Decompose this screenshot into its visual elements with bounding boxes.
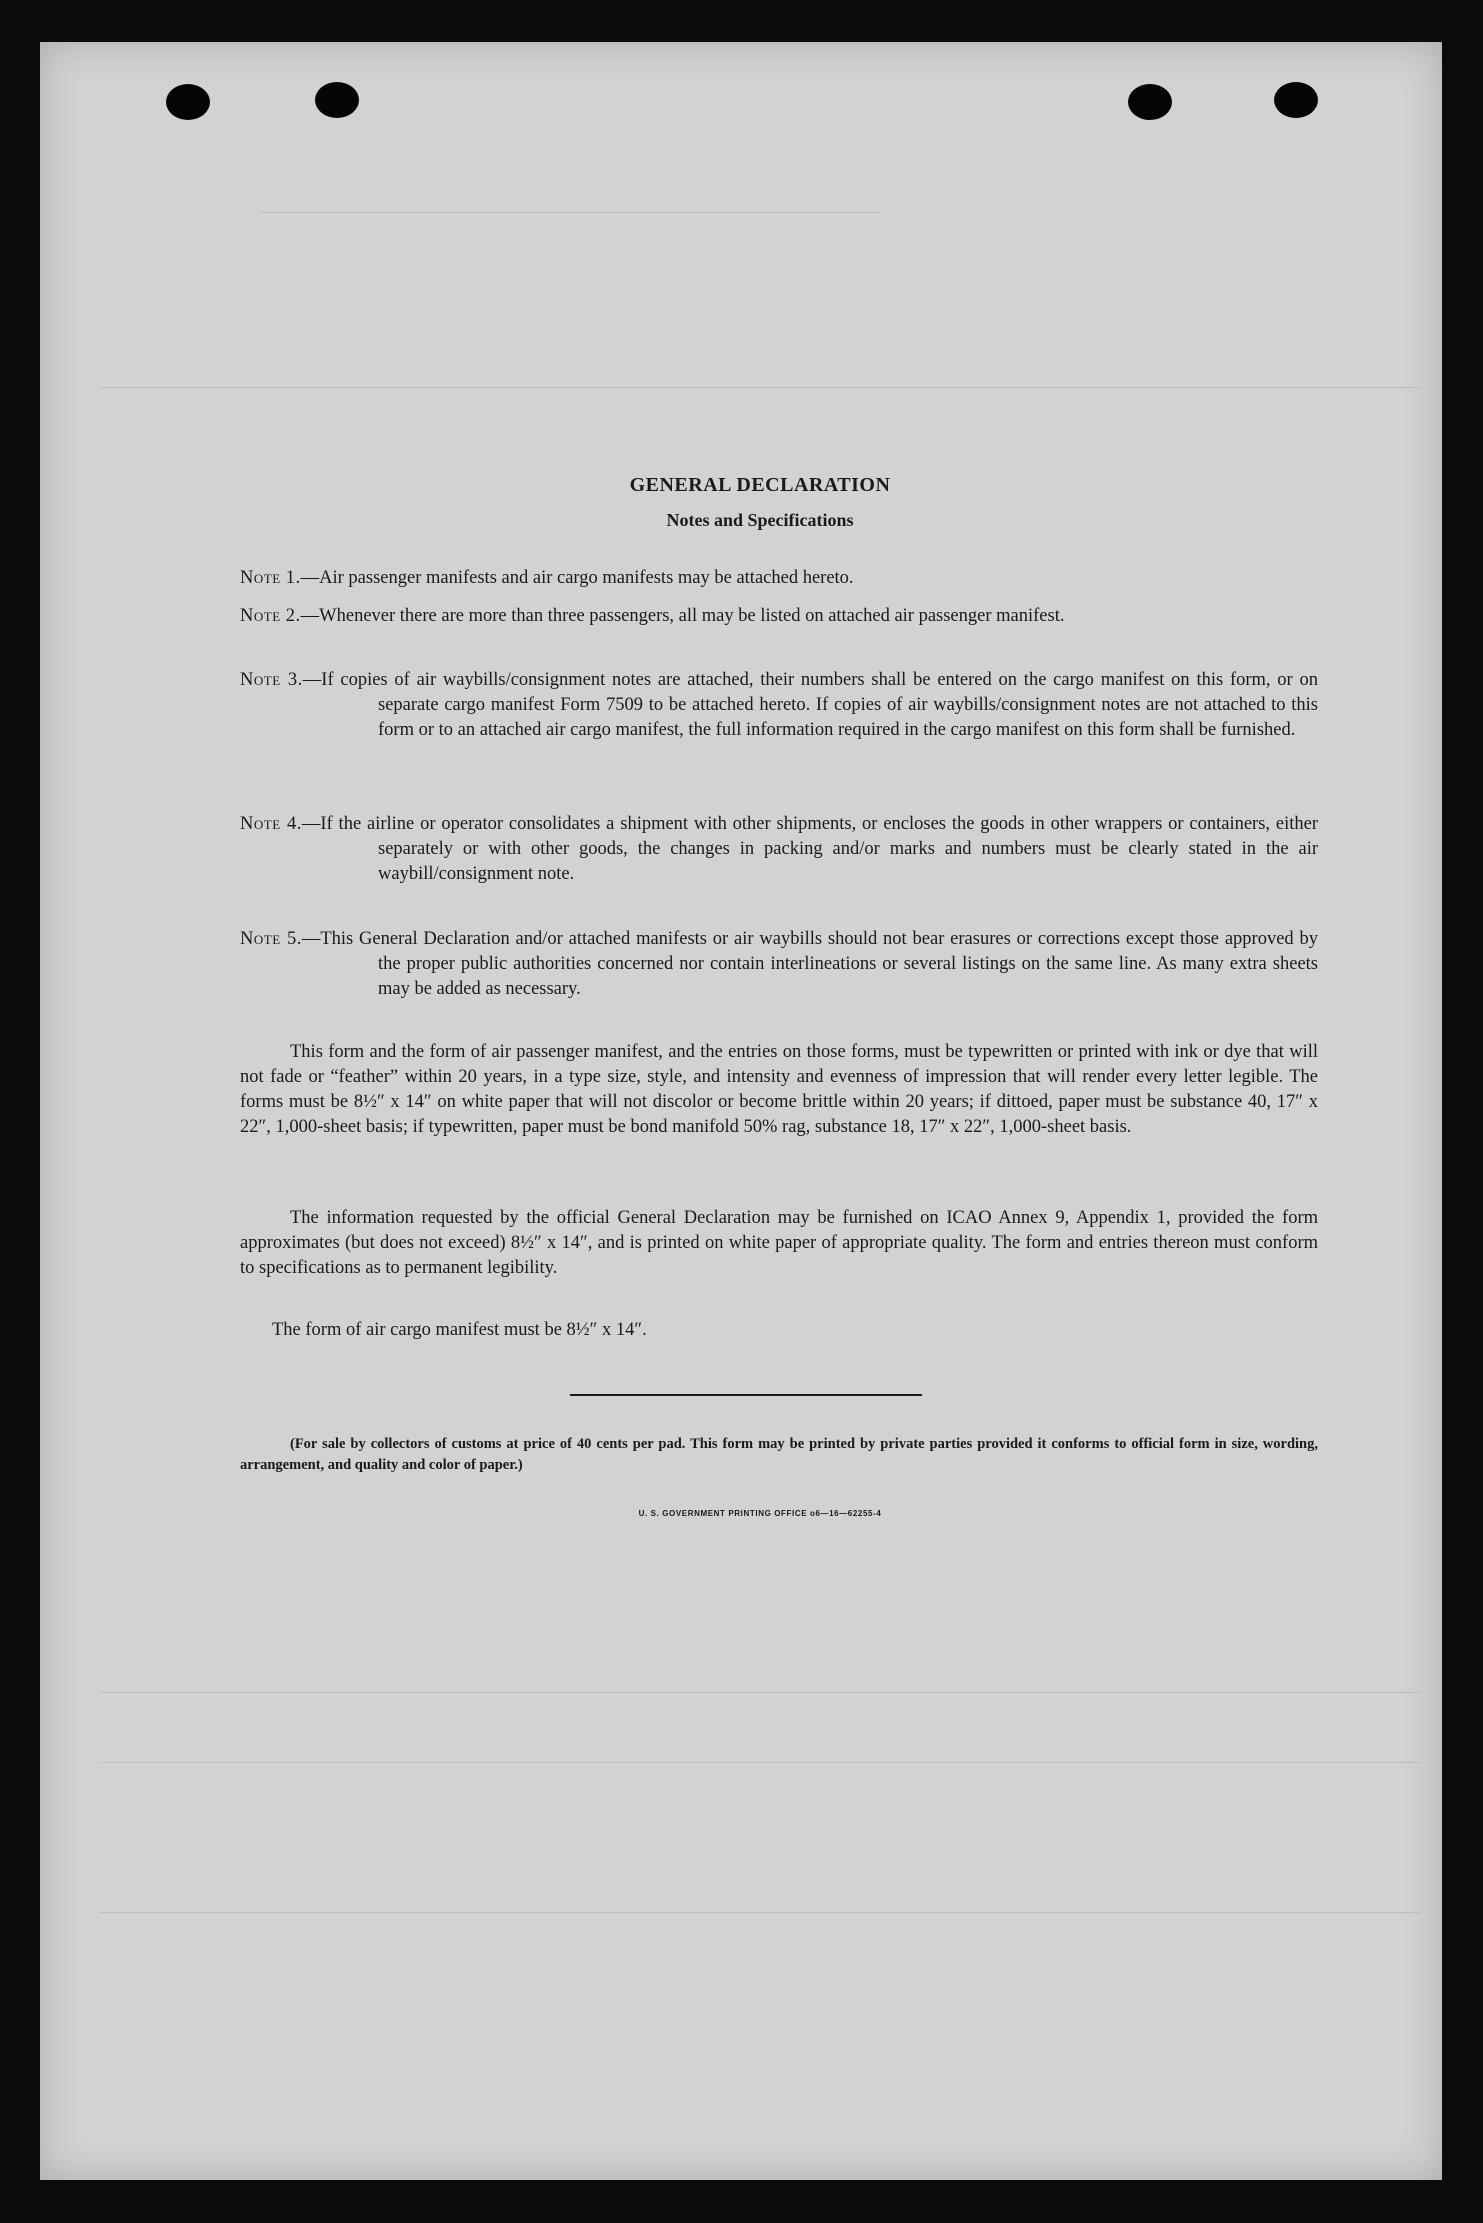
sale-note: (For sale by collectors of customs at price of 40 cents per pad. This form may be printed by private parties provided it conforms to official form in size, wording, arrangement, and quality and color of paper.) [240, 1436, 1318, 1473]
notes-content [200, 42, 1320, 2180]
note-text: —If copies of air waybills/consignment notes are attached, their numbers shall be entered on the cargo manifest on this form, or on separate cargo manifest Form 7509 to be attached hereto. If copies of air waybills/consignment notes are not attached to this form or to an attached air cargo manifest, the full information required in the cargo manifest on this form shall be furnished. [302, 670, 1318, 740]
note-1 [240, 566, 1318, 591]
paragraph-cargo-manifest-size: The form of air cargo manifest must be 8½″ x 14″. [272, 1320, 647, 1340]
note-label: Note 3. [240, 670, 303, 690]
paragraph-icao: The information requested by the official General Declaration may be furnished on ICAO Annex 9, Appendix 1, provided the form approximates (but does not exceed) 8½″ x 14″, and is printed on white paper of appropriate quality. The form and entries thereon must conform to specifications as to permanent legibility. [240, 1208, 1318, 1278]
note-4 [240, 812, 1318, 887]
note-2 [240, 604, 1318, 629]
note-text: —If the airline or operator consolidates a shipment with other shipments, or encloses the goods in other wrappers or containers, either separately or with other goods, the changes in packing and/or marks and numbers must be clearly stated in the air waybill/consignment note. [301, 814, 1319, 884]
note-text: —Whenever there are more than three passengers, all may be listed on attached air passenger manifest. [300, 606, 1065, 626]
printer-line: U. S. GOVERNMENT PRINTING OFFICE o6—16—62255-4 [638, 1509, 882, 1518]
note-label: Note 2. [240, 606, 301, 626]
note-text: —Air passenger manifests and air cargo manifests may be attached hereto. [300, 568, 854, 588]
note-label: Note 5. [240, 929, 302, 949]
page-subtitle: Notes and Specifications [666, 510, 854, 530]
note-5 [240, 927, 1318, 1002]
note-3 [240, 668, 1318, 743]
document-sheet [40, 42, 1442, 2180]
divider-rule [570, 1394, 922, 1396]
note-text: —This General Declaration and/or attached manifests or air waybills should not bear erasures or corrections except those approved by the proper public authorities concerned nor contain interlineations or several listings on the same line. As many extra sheets may be added as necessary. [301, 929, 1318, 999]
paragraph-form-requirements: This form and the form of air passenger manifest, and the entries on those forms, must be typewritten or printed with ink or dye that will not fade or “feather” within 20 years, in a type size, style, and intensity and evenness of impression that will render every letter legible. The forms must be 8½″ x 14″ on white paper that will not discolor or become brittle within 20 years; if dittoed, paper must be substance 40, 17″ x 22″, 1,000-sheet basis; if typewritten, paper must be bond manifold 50% rag, substance 18, 17″ x 22″, 1,000-sheet basis. [240, 1042, 1318, 1137]
note-label: Note 4. [240, 814, 302, 834]
note-label: Note 1. [240, 568, 301, 588]
page-title: GENERAL DECLARATION [629, 474, 891, 496]
